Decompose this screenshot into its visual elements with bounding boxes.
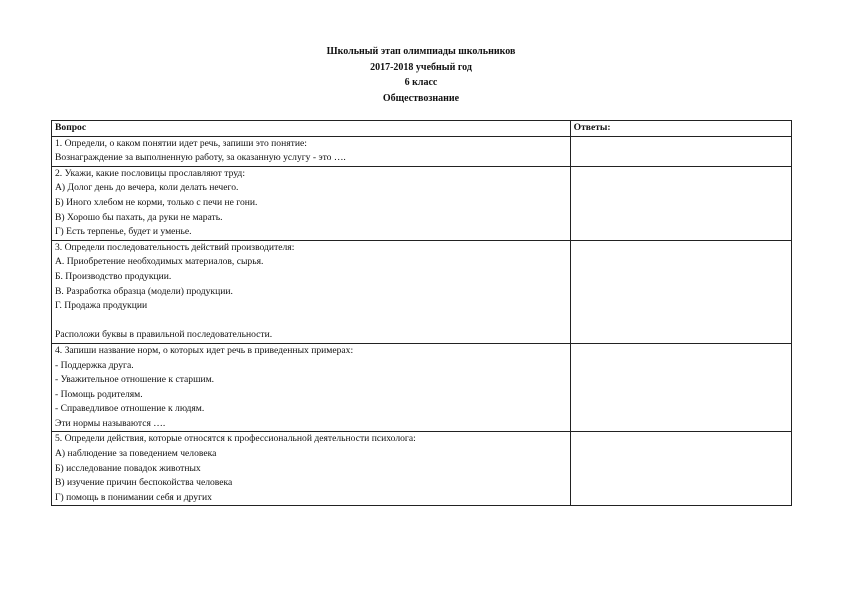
question-line: Расположи буквы в правильной последовательности.: [55, 329, 273, 341]
questions-table: [51, 120, 792, 506]
table-body: [52, 136, 792, 506]
header-subject: Обществознание: [382, 92, 460, 104]
answer-cell[interactable]: [570, 432, 791, 506]
document-header: [0, 44, 842, 106]
question-cell: [52, 240, 571, 343]
question-line: Б) исследование повадок животных: [55, 462, 201, 474]
question-line: 2. Укажи, какие пословицы прославляют труд:: [55, 167, 245, 179]
header-school-stage: Школьный этап олимпиады школьников: [326, 46, 516, 57]
table-row: [52, 432, 792, 506]
table-header-row: [52, 121, 792, 137]
table-row: [52, 166, 792, 240]
question-cell: [52, 432, 571, 506]
table-row: [52, 136, 792, 166]
table-row: [52, 240, 792, 343]
question-line: А) наблюдение за поведением человека: [55, 448, 217, 460]
question-line: [55, 314, 567, 329]
column-header-answers: Ответы:: [570, 121, 791, 137]
question-line: А) Долог день до вечера, коли делать нечего.: [55, 182, 239, 194]
question-line: А. Приобретение необходимых материалов, сырья.: [55, 256, 264, 268]
table-row: [52, 343, 792, 432]
question-cell: [52, 343, 571, 432]
question-line: В. Разработка образца (модели) продукции.: [55, 285, 233, 297]
question-line: - Справедливое отношение к людям.: [55, 403, 205, 415]
question-cell: [52, 166, 571, 240]
question-line: Б) Иного хлебом не корми, только с печи не гони.: [55, 196, 258, 208]
question-line: - Уважительное отношение к старшим.: [55, 374, 215, 386]
question-line: Б. Производство продукции.: [55, 270, 172, 282]
question-line: В) изучение причин беспокойства человека: [55, 477, 233, 489]
question-line: 4. Запиши название норм, о которых идет речь в приведенных примерах:: [55, 344, 354, 356]
question-line: 5. Определи действия, которые относятся к профессиональной деятельности психолога:: [55, 433, 416, 445]
header-grade: 6 класс: [404, 77, 438, 88]
header-school-year: 2017-2018 учебный год: [370, 61, 472, 73]
question-line: Г) помощь в понимании себя и других: [55, 491, 212, 503]
answer-cell[interactable]: [570, 136, 791, 166]
question-line: - Помощь родителям.: [55, 388, 143, 400]
question-cell: [52, 136, 571, 166]
column-header-question: Вопрос: [52, 121, 571, 137]
question-line: - Поддержка друга.: [55, 359, 134, 371]
question-line: Вознаграждение за выполненную работу, за оказанную услугу - это ….: [55, 152, 346, 164]
question-line: Г. Продажа продукции: [55, 300, 148, 312]
question-line: Г) Есть терпенье, будет и уменье.: [55, 226, 192, 238]
answer-cell[interactable]: [570, 240, 791, 343]
question-line: 3. Определи последовательность действий производителя:: [55, 241, 295, 253]
question-line: В) Хорошо бы пахать, да руки не марать.: [55, 211, 223, 223]
question-line: 1. Определи, о каком понятии идет речь, запиши это понятие:: [55, 137, 307, 149]
answer-cell[interactable]: [570, 343, 791, 432]
answer-cell[interactable]: [570, 166, 791, 240]
question-line: Эти нормы называются ….: [55, 417, 166, 429]
